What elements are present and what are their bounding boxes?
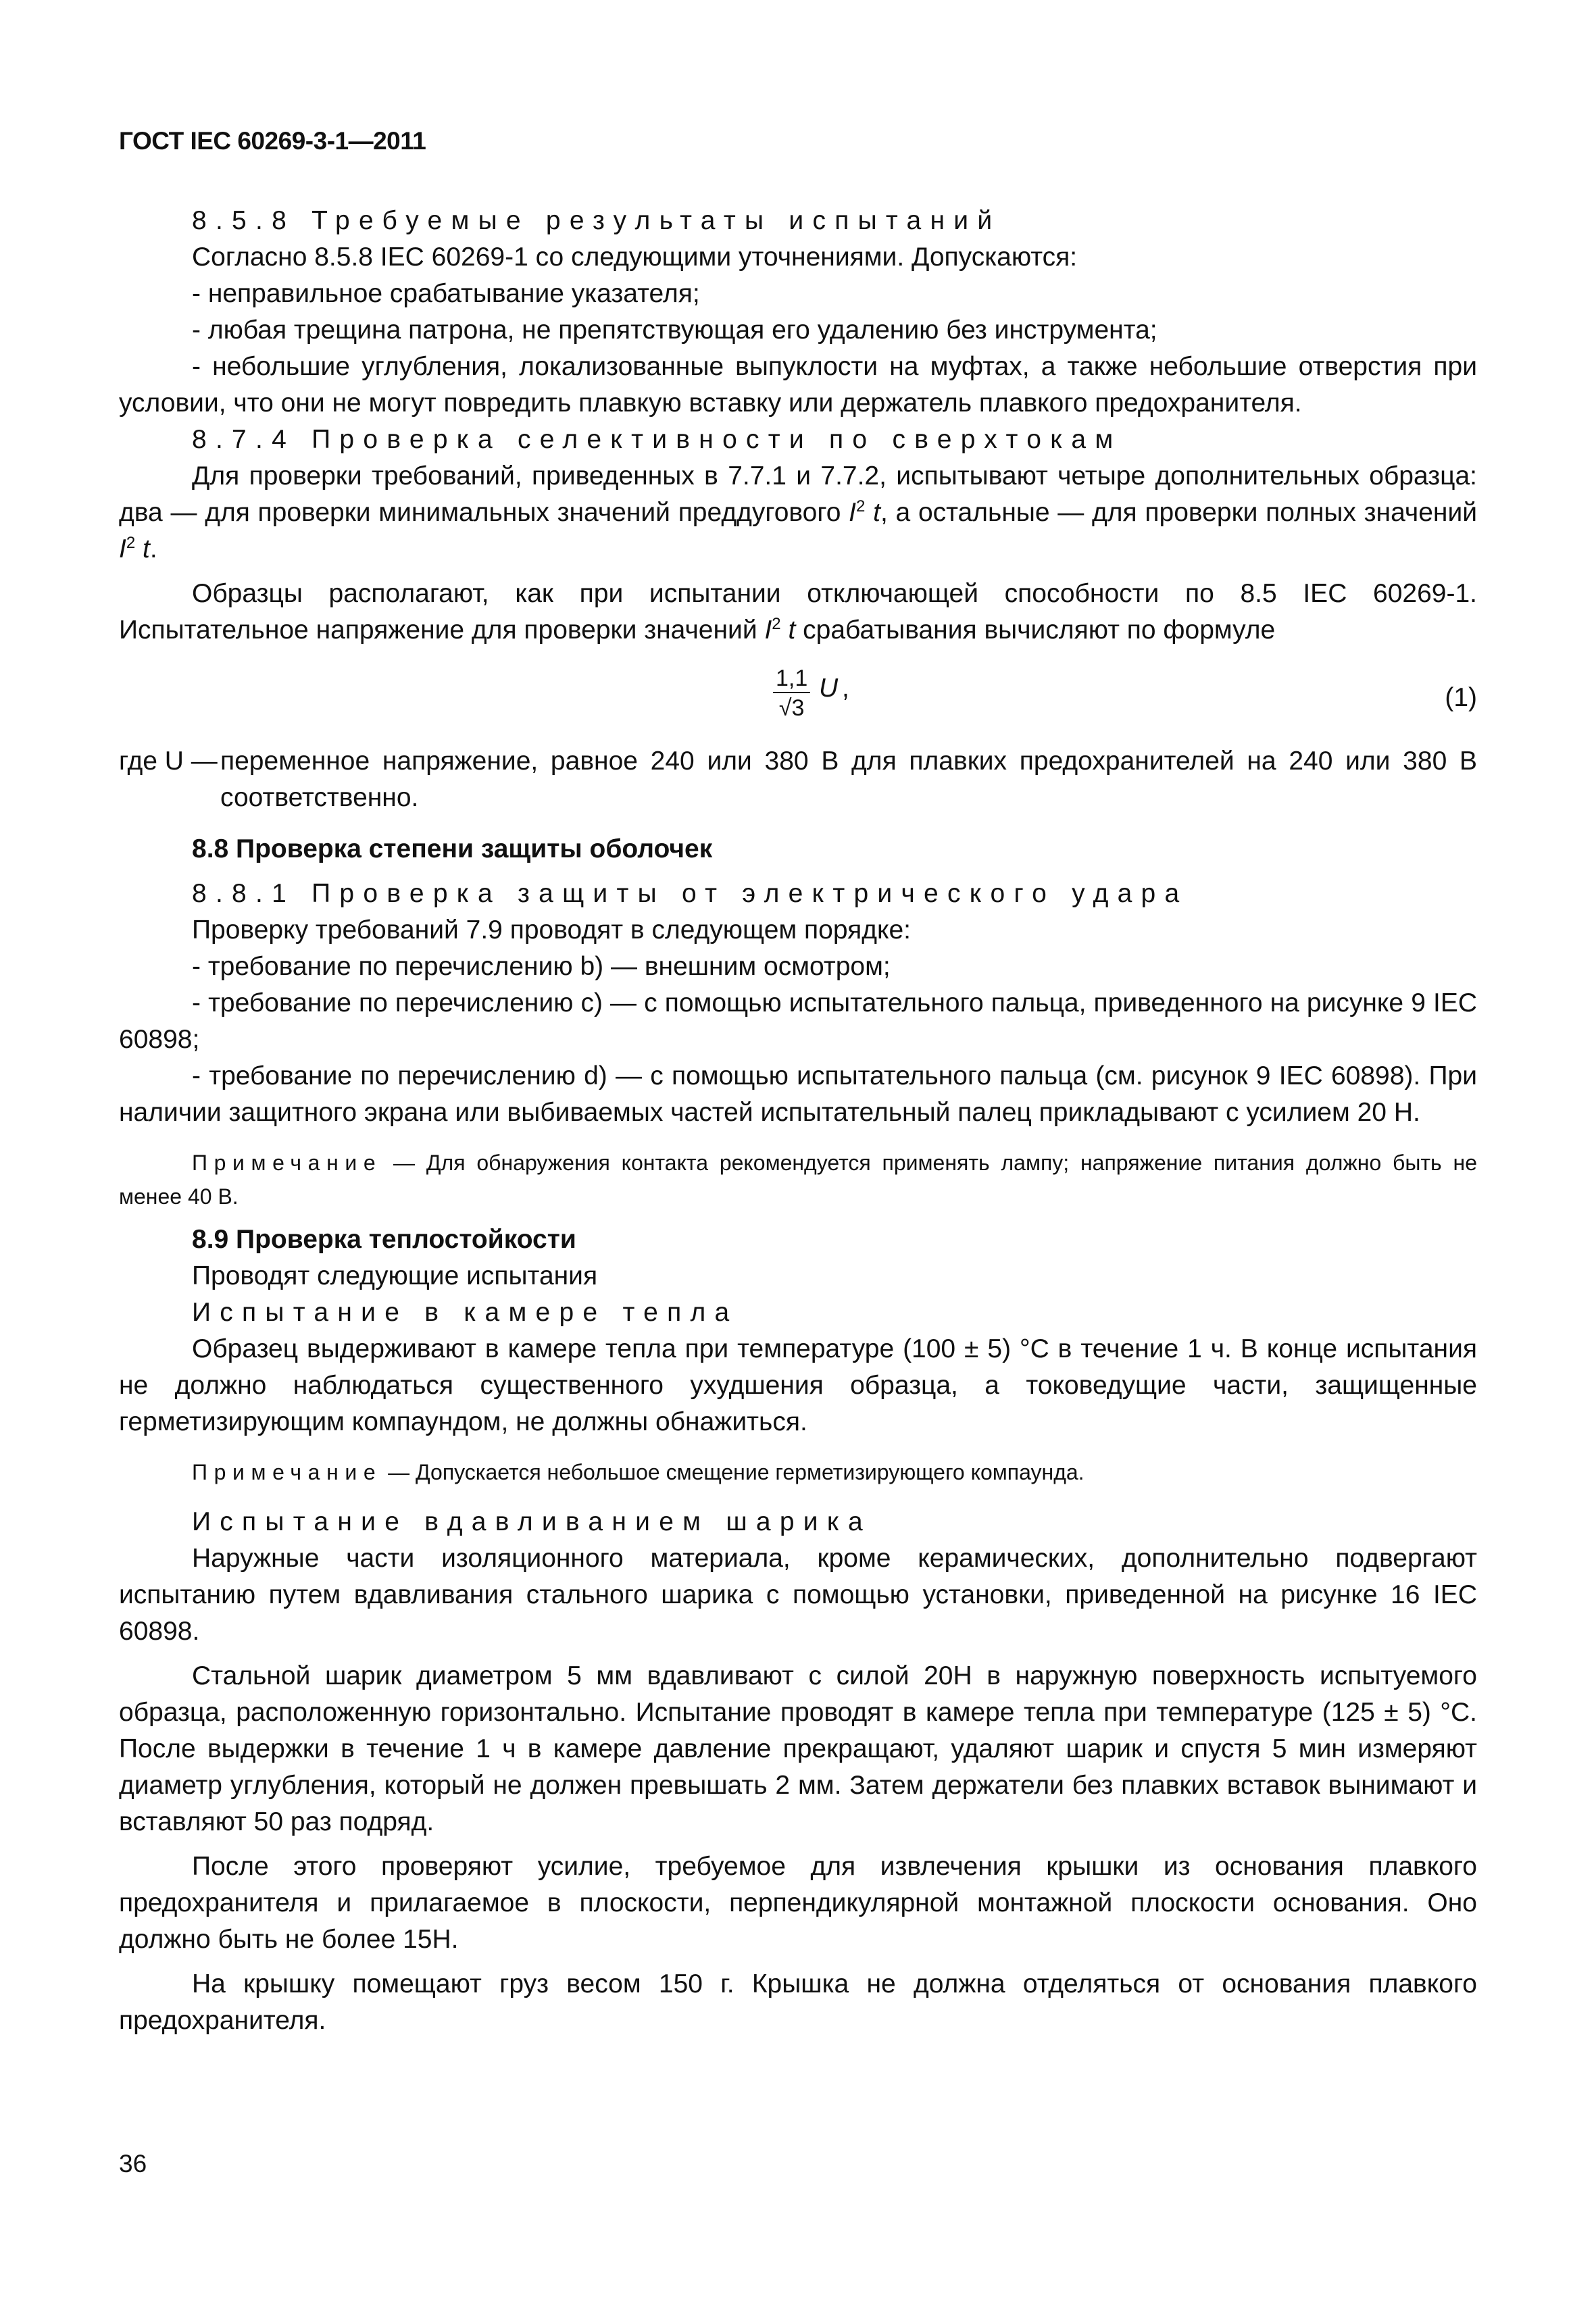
test-heading-heat-chamber: Испытание в камере тепла	[192, 1298, 739, 1327]
formula	[119, 658, 1477, 739]
list-item: - неправильное срабатывание указателя;	[192, 279, 700, 308]
paragraph: На крышку помещают груз весом 150 г. Крышка не должна отделяться от основания плавкого предохранителя.	[119, 1969, 1477, 2035]
note	[119, 1455, 1477, 1489]
section-intro-89: Проводят следующие испытания	[192, 1261, 598, 1290]
paragraph: Стальной шарик диаметром 5 мм вдавливают с силой 20Н в наружную поверхность испытуемого образца, расположенную горизонтально. Испытание проводят в камере тепла при температуре (125 ± 5) °С. После выдержки в течение 1 ч в камере давление прекращают, удаляют шарик и спустя 5 мин измеряют диаметр углубления, который не должен превышать 2 мм. Затем держатели без плавких вставок вынимают и вставляют 50 раз подряд.	[119, 1661, 1477, 1836]
formula-variable: U	[819, 674, 839, 703]
section-heading-89: 8.9 Проверка теплостойкости	[192, 1225, 576, 1254]
formula-number: (1)	[1445, 683, 1477, 712]
paragraph: Образцы располагают, как при испытании отключающей способности по 8.5 IEC 60269-1. Испытательное напряжение для проверки значений $I^2$ t срабатывания вычисляют по формуле	[119, 579, 1477, 645]
formula-numerator: 1,1	[773, 665, 810, 693]
formula-explanation-lead: где U —	[119, 747, 218, 776]
note-label: Примечание	[192, 1151, 382, 1175]
paragraph: Образец выдерживают в камере тепла при температуре (100 ± 5) °С в течение 1 ч. В конце испытания не должно наблюдаться существенного ухудшения образца, а токоведущие части, защищенные герметизирующим компаундом, не должны обнажиться.	[119, 1334, 1477, 1436]
paragraph: Наружные части изоляционного материала, кроме керамических, дополнительно подвергают испытанию путем вдавливания стального шарика с помощью установки, приведенной на рисунке 16 IEC 60898.	[119, 1544, 1477, 1646]
section-intro-881: Проверку требований 7.9 проводят в следующем порядке:	[192, 915, 911, 945]
formula-explanation	[119, 743, 1477, 816]
section-heading-88: 8.8 Проверка степени защиты оболочек	[192, 834, 713, 863]
document-header: ГОСТ IEC 60269-3-1—2011	[119, 127, 426, 155]
list-item: - любая трещина патрона, не препятствующая его удалению без инструмента;	[192, 316, 1157, 345]
formula-comma: ,	[842, 674, 849, 703]
paragraph: Для проверки требований, приведенных в 7.7.1 и 7.7.2, испытывают четыре дополнительных образца: два — для проверки минимальных значений преддугового $I^2$ t, а остальные — для проверки полных значений $I^2$ t.	[119, 461, 1478, 563]
document-body	[119, 203, 1477, 2039]
formula-denominator: √3	[778, 695, 805, 721]
list-item: - небольшие углубления, локализованные выпуклости на муфтах, а также небольшие отверстия при условии, что они не могут повредить плавкую вставку или держатель плавкого предохранителя.	[119, 352, 1477, 418]
section-intro-858: Согласно 8.5.8 IEC 60269-1 со следующими уточнениями. Допускаются:	[192, 243, 1078, 272]
section-heading-858: 8.5.8 Требуемые результаты испытаний	[192, 206, 1001, 235]
list-item: - требование по перечислению b) — внешним осмотром;	[192, 952, 891, 981]
list-item: - требование по перечислению d) — с помощью испытательного пальца (см. рисунок 9 IEC 60898). При наличии защитного экрана или выбиваемых частей испытательный палец прикладывают с усилием 20 Н.	[119, 1061, 1477, 1127]
note-label: Примечание	[192, 1460, 382, 1484]
note-text: — Допускается небольшое смещение герметизирующего компаунда.	[382, 1460, 1084, 1484]
formula-fraction	[773, 665, 810, 723]
paragraph: После этого проверяют усилие, требуемое для извлечения крышки из основания плавкого предохранителя и прилагаемое в плоскости, перпендикулярной монтажной плоскости основания. Оно должно быть не более 15Н.	[119, 1852, 1477, 1954]
section-heading-874: 8.7.4 Проверка селективности по сверхтокам	[192, 425, 1122, 454]
page-number: 36	[119, 2150, 147, 2178]
note-text: — Для обнаружения контакта рекомендуется применять лампу; напряжение питания должно быть не менее 40 В.	[119, 1151, 1477, 1209]
formula-explanation-text: переменное напряжение, равное 240 или 380 В для плавких предохранителей на 240 или 380 В соответственно.	[220, 747, 1477, 812]
test-heading-ball-pressure: Испытание вдавливанием шарика	[192, 1507, 872, 1536]
section-heading-881: 8.8.1 Проверка защиты от электрического удара	[192, 879, 1189, 908]
list-item: - требование по перечислению c) — с помощью испытательного пальца, приведенного на рисунке 9 IEC 60898;	[119, 988, 1477, 1054]
note	[119, 1146, 1477, 1213]
